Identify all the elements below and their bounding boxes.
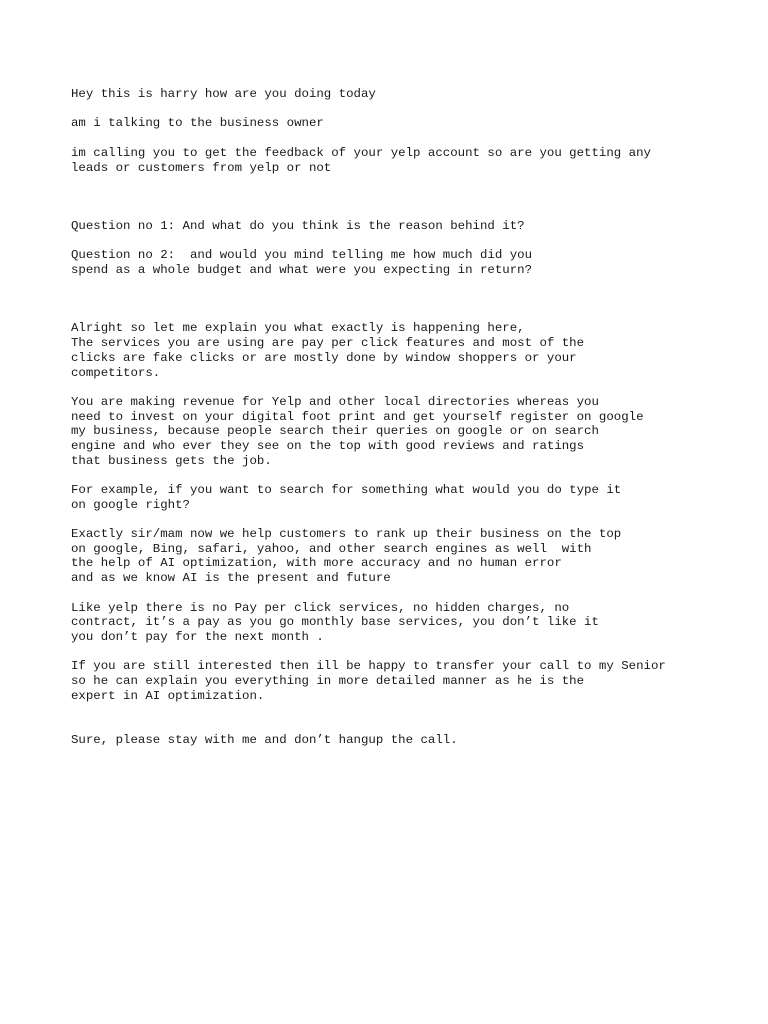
text-line: competitors. — [71, 366, 161, 380]
text-line: If you are still interested then ill be happy to transfer your call to my Senior — [71, 659, 666, 673]
text-line: Exactly sir/mam now we help customers to rank up their business on the top — [71, 527, 622, 541]
text-line: you don’t pay for the next month . — [71, 630, 324, 644]
text-line: leads or customers from yelp or not — [71, 161, 332, 175]
text-line: that business gets the job. — [71, 454, 272, 468]
text-line: and as we know AI is the present and future — [71, 571, 391, 585]
text-line: on google, Bing, safari, yahoo, and other search engines as well with — [71, 542, 592, 556]
text-line: engine and who ever they see on the top with good reviews and ratings — [71, 439, 585, 453]
text-line: im calling you to get the feedback of your yelp account so are you getting any — [71, 146, 651, 160]
text-line: on google right? — [71, 498, 190, 512]
text-line: need to invest on your digital foot print and get yourself register on google — [71, 410, 644, 424]
text-line: contract, it’s a pay as you go monthly base services, you don’t like it — [71, 615, 599, 629]
text-line: Alright so let me explain you what exactly is happening here, — [71, 321, 525, 335]
text-line: am i talking to the business owner — [71, 116, 324, 130]
text-line: clicks are fake clicks or are mostly done by window shoppers or your — [71, 351, 577, 365]
text-line: expert in AI optimization. — [71, 689, 265, 703]
text-line: spend as a whole budget and what were you expecting in return? — [71, 263, 533, 277]
text-line: Sure, please stay with me and don’t hangup the call. — [71, 733, 458, 747]
text-line: the help of AI optimization, with more accuracy and no human error — [71, 556, 562, 570]
text-line: Like yelp there is no Pay per click services, no hidden charges, no — [71, 601, 570, 615]
text-line: Hey this is harry how are you doing today — [71, 87, 376, 101]
text-line: so he can explain you everything in more detailed manner as he is the — [71, 674, 585, 688]
text-line: You are making revenue for Yelp and other local directories whereas you — [71, 395, 599, 409]
text-line: my business, because people search their queries on google or on search — [71, 424, 599, 438]
text-line: Question no 1: And what do you think is the reason behind it? — [71, 219, 525, 233]
text-line: The services you are using are pay per click features and most of the — [71, 336, 585, 350]
text-line: Question no 2: and would you mind telling me how much did you — [71, 248, 533, 262]
text-line: For example, if you want to search for something what would you do type it — [71, 483, 622, 497]
